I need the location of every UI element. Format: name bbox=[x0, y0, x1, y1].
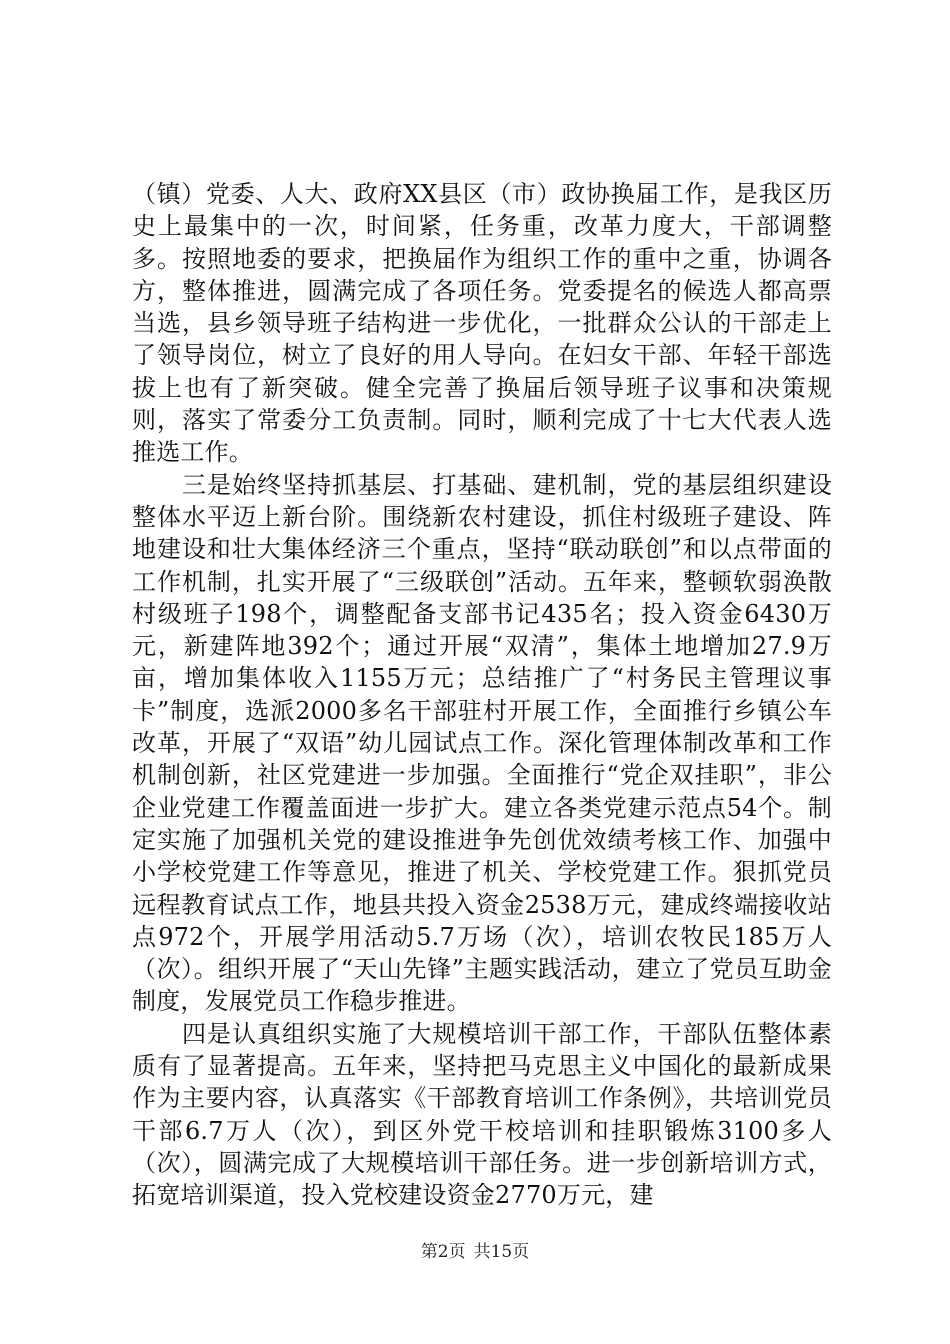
page-number-current: 第2页 bbox=[420, 1242, 466, 1262]
document-body bbox=[132, 178, 832, 1212]
paragraph-grassroots-organization: 三是始终坚持抓基层、打基础、建机制，党的基层组织建设整体水平迈上新台阶。围绕新农村建设，抓住村级班子建设、阵地建设和壮大集体经济三个重点，坚持“联动联创”和以点带面的工作机制，扎实开展了“三级联创”活动。五年来，整顿软弱涣散村级班子198个，调整配备支部书记435名；投入资金6430万元，新建阵地392个；通过开展“双清”，集体土地增加27.9万亩，增加集体收入1155万元；总结推广了“村务民主管理议事卡”制度，选派2000多名干部驻村开展工作，全面推行乡镇公车改革，开展了“双语”幼儿园试点工作。深化管理体制改革和工作机制创新，社区党建进一步加强。全面推行“党企双挂职”，非公企业党建工作覆盖面进一步扩大。建立各类党建示范点54个。制定实施了加强机关党的建设推进争先创优效绩考核工作、加强中小学校党建工作等意见，推进了机关、学校党建工作。狠抓党员远程教育试点工作，地县共投入资金2538万元，建成终端接收站点972个，开展学用活动5.7万场（次），培训农牧民185万人（次）。组织开展了“天山先锋”主题实践活动，建立了党员互助金制度，发展党员工作稳步推进。 bbox=[132, 470, 832, 1016]
paragraph-continuation: （镇）党委、人大、政府XX县区（市）政协换届工作，是我区历史上最集中的一次，时间紧，任务重，改革力度大，干部调整多。按照地委的要求，把换届作为组织工作的重中之重，协调各方，整体推进，圆满完成了各项任务。党委提名的候选人都高票当选，县乡领导班子结构进一步优化，一批群众公认的干部走上了领导岗位，树立了良好的用人导向。在妇女干部、年轻干部选拔上也有了新突破。健全完善了换届后领导班子议事和决策规则，落实了常委分工负责制。同时，顺利完成了十七大代表人选推选工作。 bbox=[132, 180, 832, 467]
page-footer bbox=[0, 1237, 950, 1262]
paragraph-cadre-training: 四是认真组织实施了大规模培训干部工作，干部队伍整体素质有了显著提高。五年来，坚持把马克思主义中国化的最新成果作为主要内容，认真落实《干部教育培训工作条例》，共培训党员干部6.7万人（次），到区外党干校培训和挂职锻炼3100多人（次），圆满完成了大规模培训干部任务。进一步创新培训方式，拓宽培训渠道，投入党校建设资金2770万元，建 bbox=[132, 1019, 832, 1210]
page-number-total: 共15页 bbox=[473, 1242, 530, 1262]
